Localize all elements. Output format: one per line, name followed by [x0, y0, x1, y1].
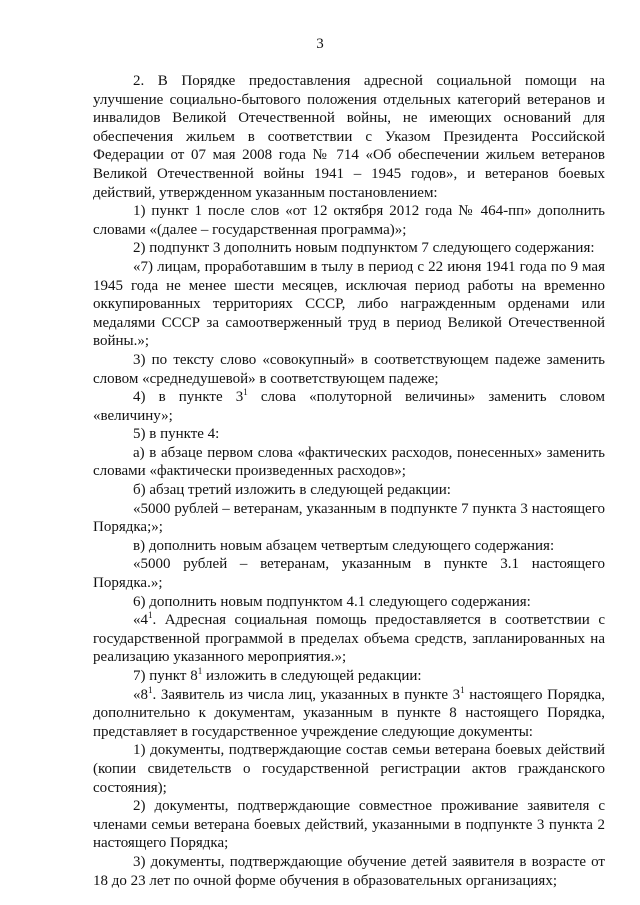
- superscript: 1: [460, 684, 465, 695]
- paragraph: «5000 рублей – ветеранам, указанным в пункте 3.1 настоящего Порядка.»;: [93, 556, 605, 592]
- paragraph: 6) дополнить новым подпунктом 4.1 следующего содержания:: [133, 593, 531, 610]
- superscript: 1: [243, 387, 248, 398]
- paragraph: 2) подпункт 3 дополнить новым подпунктом 7 следующего содержания:: [133, 240, 595, 257]
- paragraph: 4) в пункте $3^1$ слова «полуторной величины» заменить словом «величину»;: [93, 387, 605, 424]
- superscript: 1: [148, 684, 153, 695]
- superscript: 1: [148, 610, 153, 621]
- paragraph: «$8^1$. Заявитель из числа лиц, указанных в пункте $3^1$ настоящего Порядка, дополнительно к документам, указанным в пункте 8 настоящего Порядка, представляет в государственное учреждение следующие документы:: [93, 684, 605, 740]
- paragraph: 2. В Порядке предоставления адресной социальной помощи на улучшение социально-бытового положения отдельных категорий ветеранов и инвалидов Великой Отечественной войны, не имеющих оснований для обеспечения жильем в соответствии с Указом Президента Российской Федерации от 07 мая 2008 года № 714 «Об обеспечении жильем ветеранов Великой Отечественной войны 1941 – 1945 годов», и ветеранов боевых действий, утвержденном указанным постановлением:: [93, 73, 605, 201]
- paragraph: «5000 рублей – ветеранам, указанным в подпункте 7 пункта 3 настоящего Порядка;»;: [93, 500, 605, 536]
- paragraph: в) дополнить новым абзацем четвертым следующего содержания:: [133, 537, 555, 554]
- document-body: [93, 72, 605, 890]
- paragraph: 2) документы, подтверждающие совместное проживание заявителя с членами семьи ветерана боевых действий, указанными в подпункте 3 пункта 2 настоящего Порядка;: [93, 798, 605, 852]
- paragraph: 1) документы, подтверждающие состав семьи ветерана боевых действий (копии свидетельств о государственной регистрации актов гражданского состояния);: [93, 742, 605, 796]
- superscript: 1: [197, 666, 203, 676]
- paragraph: 3) по тексту слово «совокупный» в соответствующем падеже заменить словом «среднедушевой» в соответствующем падеже;: [93, 351, 605, 387]
- paragraph: б) абзац третий изложить в следующей редакции:: [133, 482, 451, 499]
- paragraph: 7) пункт $8^1$ изложить в следующей редакции:: [133, 666, 422, 684]
- page-number: 3: [316, 36, 324, 52]
- paragraph: 5) в пункте 4:: [133, 426, 220, 443]
- paragraph: 1) пункт 1 после слов «от 12 октября 2012 года № 464-пп» дополнить словами «(далее – государственная программа)»;: [93, 203, 605, 238]
- paragraph: 3) документы, подтверждающие обучение детей заявителя в возрасте от 18 до 23 лет по очной форме обучения в образовательных организациях;: [93, 853, 605, 889]
- paragraph: а) в абзаце первом слова «фактических расходов, понесенных» заменить словами «фактически произведенных расходов»;: [93, 444, 605, 480]
- paragraph: «7) лицам, проработавшим в тылу в период с 22 июня 1941 года по 9 мая 1945 года не менее шести месяцев, исключая период работы на временно оккупированных территориях СССР, либо награжденным орденами или медалями СССР за самоотверженный труд в период Великой Отечественной войны.»;: [93, 258, 605, 350]
- paragraph: «$4^1$. Адресная социальная помощь предоставляется в соответствии с государственной программой в пределах объема средств, запланированных на реализацию указанного мероприятия.»;: [93, 610, 605, 666]
